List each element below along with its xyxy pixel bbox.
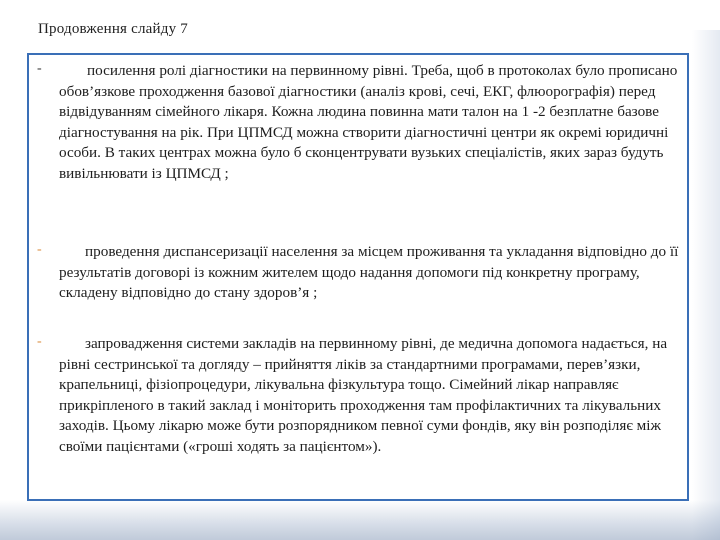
- slide-shadow-bottom: [0, 500, 720, 540]
- bullet-item-dispensarization: [37, 242, 687, 312]
- bullet-item-diagnostics: [37, 61, 687, 221]
- bullet-text: запровадження системи закладів на первинному рівні, де медична допомога надається, на рівні сестринської та догляду – прийняття ліків за стандартними програмами, перев’язки, крапельниці, фізіопроцедури, лікувальна фізкультура тощо. Сімейний лікар направляє прикріпленого в такий заклад і моніторить проходження там профілактичних та лікувальних заходів. Цьому лікарю може бути розпорядником певної суми фондів, яку він розподіляє між своїми пацієнтами («гроші ходять за пацієнтом»).: [59, 335, 668, 455]
- slide-shadow-right: [692, 30, 720, 540]
- bullet-marker: -: [37, 334, 42, 349]
- bullet-text: проведення диспансеризації населення за місцем проживання та укладання відповідно до її результатів договорі із кожним жителем щодо надання допомоги під конкретну програму, складену відповідно до стану здоров’я ;: [59, 243, 679, 301]
- bullet-text: посилення ролі діагностики на первинному рівні. Треба, щоб в протоколах було прописано обов’язкове проходження базової діагностики (аналіз крові, сечі, ЕКГ, флюорографія) перед відвідуванням сімейного лікаря. Кожна людина повинна мати талон на 1 -2 безплатне базове діагностування на рік. При ЦПМСД можна створити діагностичні центри як окремі юридичні особи. В таких центрах можна було б сконцентрувати вузьких спеціалістів, яких зараз будуть вивільнювати із ЦПМСД ;: [59, 62, 678, 182]
- bullet-marker: -: [37, 242, 42, 257]
- bullet-marker: -: [37, 61, 42, 76]
- slide-title: Продовження слайду 7: [38, 21, 188, 37]
- content-frame: [27, 53, 689, 501]
- bullet-item-primary-care-facilities: [37, 334, 687, 484]
